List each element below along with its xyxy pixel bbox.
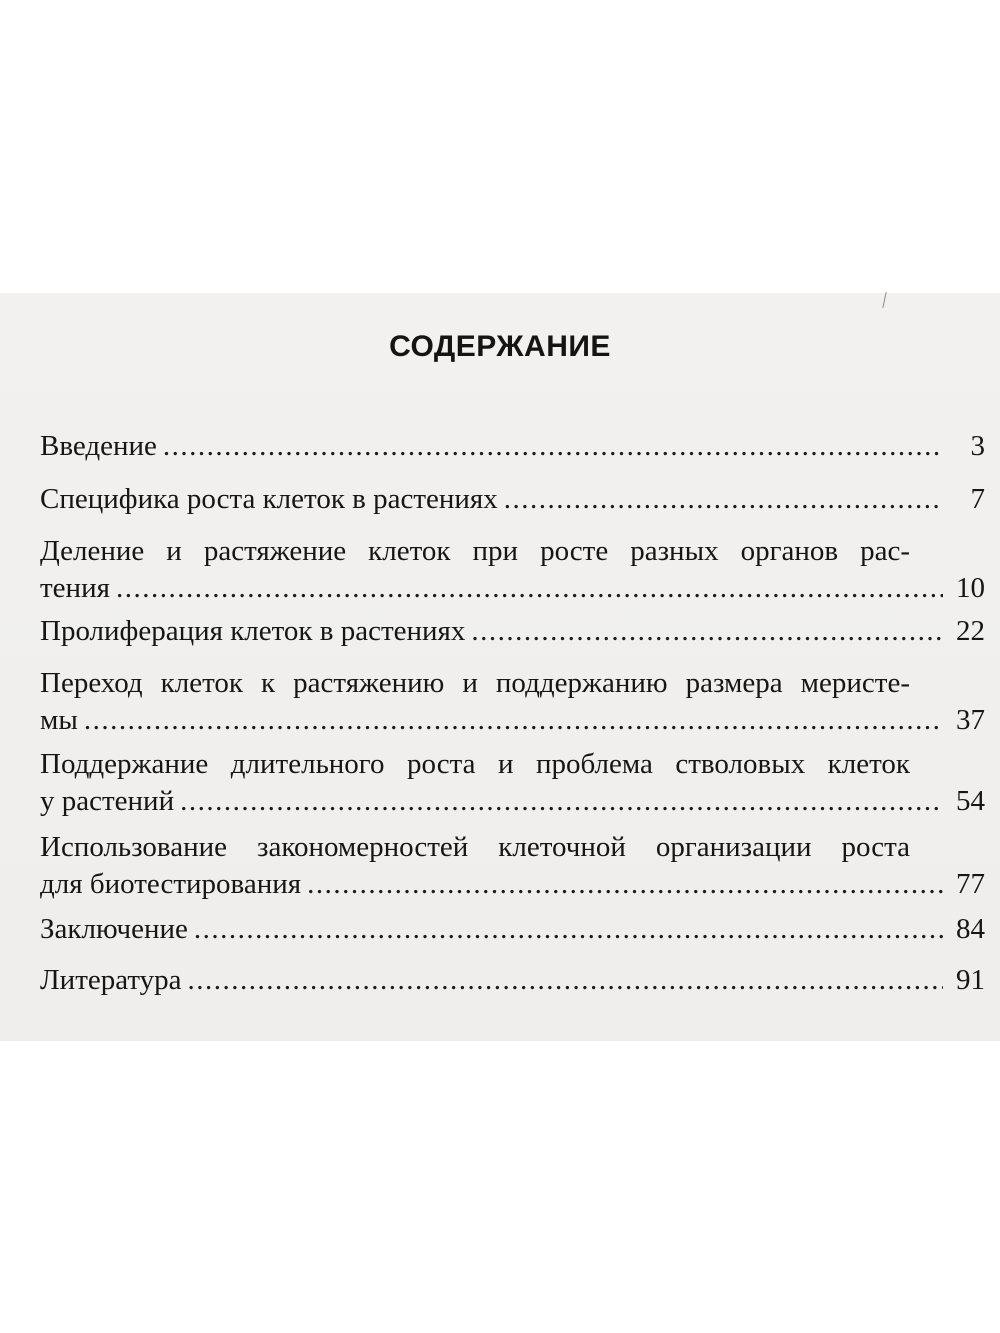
leader-dots (504, 481, 943, 518)
toc-entry-biotesting[interactable] (40, 829, 985, 903)
leader-dots (163, 428, 943, 465)
toc-entry-page: 77 (956, 868, 985, 900)
toc-entry-page: 7 (970, 483, 985, 515)
leader-dots (194, 911, 943, 948)
toc-entry-page: 54 (956, 785, 985, 817)
toc-entry-introduction[interactable] (40, 428, 985, 465)
toc-entry-title-line-2: мы (40, 704, 78, 736)
toc-entry-title-line-1: Использование закономерностей клеточной организации роста (40, 831, 910, 863)
toc-entry-page: 91 (956, 964, 985, 996)
toc-entry-cell-growth-specifics[interactable] (40, 481, 985, 518)
toc-entry-title: Заключение (40, 913, 188, 945)
toc-entry-title-line-1: Поддержание длительного роста и проблема стволовых клеток (40, 748, 910, 780)
toc-entry-conclusion[interactable] (40, 911, 985, 948)
toc-entry-title: Специфика роста клеток в растениях (40, 483, 498, 515)
toc-entry-page: 37 (956, 704, 985, 736)
toc-entry-title: Введение (40, 430, 157, 462)
toc-entry-page: 10 (956, 572, 985, 604)
toc-entry-title: Пролиферация клеток в растениях (40, 615, 466, 647)
toc-entry-literature[interactable] (40, 962, 985, 999)
toc-entry-title-line-2: для биотестирования (40, 868, 302, 900)
toc-entry-title: Литература (40, 964, 182, 996)
leader-dots (116, 570, 943, 607)
toc-entry-title-line-1: Деление и растяжение клеток при росте разных органов рас- (40, 535, 910, 567)
toc-entry-cell-proliferation[interactable] (40, 613, 985, 650)
toc-entry-cell-division-expansion[interactable] (40, 533, 985, 607)
toc-entry-title-line-1: Переход клеток к растяжению и поддержанию размера меристе- (40, 667, 910, 699)
toc-entry-title-line-2: тения (40, 572, 110, 604)
toc-entry-page: 22 (956, 615, 985, 647)
leader-dots (307, 866, 943, 903)
leader-dots (471, 613, 943, 650)
leader-dots (84, 702, 943, 739)
toc-entry-stem-cells[interactable] (40, 746, 985, 820)
toc-entry-page: 84 (956, 913, 985, 945)
toc-entry-title-line-2: у растений (40, 785, 175, 817)
toc-entry-transition-to-expansion[interactable] (40, 665, 985, 739)
leader-dots (188, 962, 943, 999)
leader-dots (180, 783, 943, 820)
toc-entry-page: 3 (970, 430, 985, 462)
contents-heading: СОДЕРЖАНИЕ (389, 330, 611, 363)
